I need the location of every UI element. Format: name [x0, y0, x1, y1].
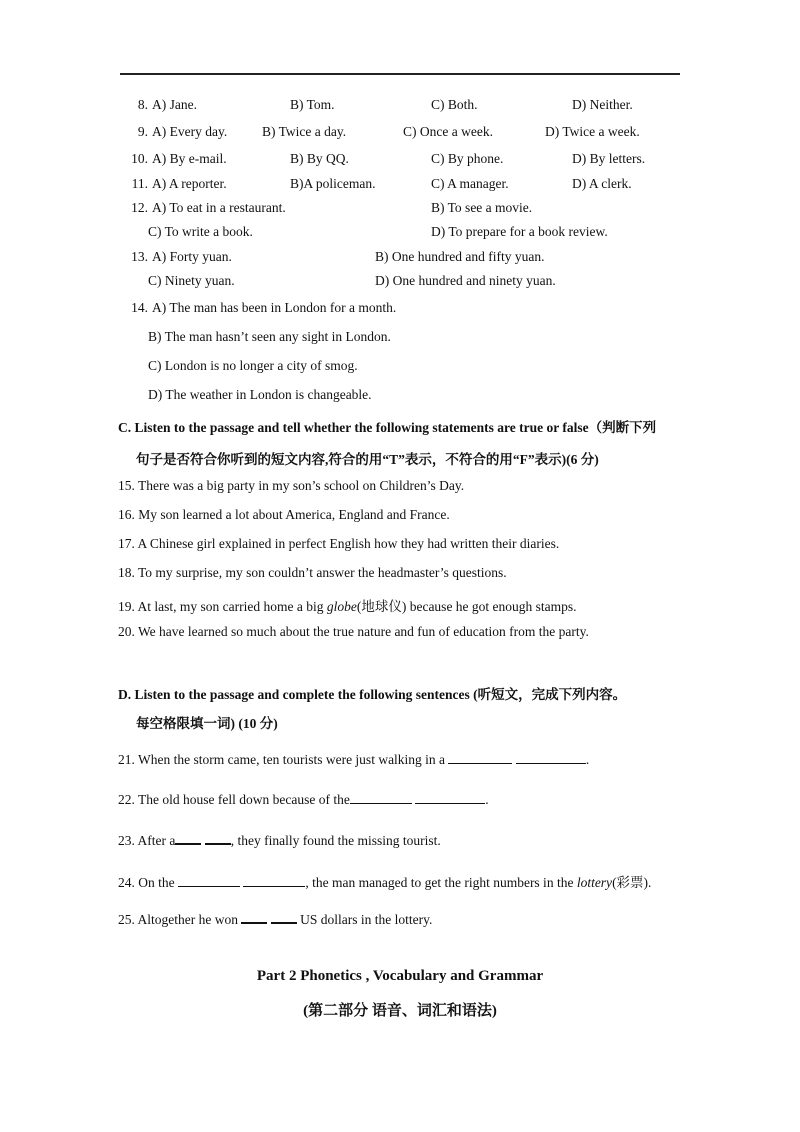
option-c: C) Once a week. — [403, 124, 493, 139]
option-d: D) One hundred and ninety yuan. — [375, 273, 556, 288]
option-c: C) Both. — [431, 97, 478, 112]
option-b: B) Twice a day. — [262, 124, 347, 139]
option-a: A) The man has been in London for a month. — [152, 300, 397, 315]
option-b: B) To see a movie. — [431, 200, 533, 215]
option-d: D) To prepare for a book review. — [431, 224, 608, 239]
option-a: A) Every day. — [152, 124, 228, 139]
option-b: B) One hundred and fifty yuan. — [375, 249, 545, 264]
option-a: A) To eat in a restaurant. — [152, 200, 286, 215]
question-21: 21. When the storm came, ten tourists were just walking in a . — [118, 752, 590, 767]
option-d: D) A clerk. — [572, 176, 632, 191]
question-25: 25. Altogether he won US dollars in the lottery. — [118, 912, 433, 927]
answer-blank[interactable] — [175, 831, 201, 845]
section-d-instruction: 每空格限填一词) (10 分) — [136, 716, 278, 731]
option-a: A) Jane. — [152, 97, 197, 112]
option-b: B) Tom. — [290, 97, 335, 112]
section-c-instruction: 句子是否符合你听到的短文内容,符合的用“T”表示，不符合的用“F”表示)(6 分) — [136, 452, 599, 467]
option-d: D) The weather in London is changeable. — [148, 387, 372, 402]
option-d: D) Twice a week. — [545, 124, 640, 139]
statement-17: 17. A Chinese girl explained in perfect English how they had written their diaries. — [118, 536, 560, 551]
answer-blank[interactable] — [205, 831, 231, 845]
statement-19: 19. At last, my son carried home a big globe(地球仪) because he got enough stamps. — [118, 599, 577, 614]
option-b: B)A policeman. — [290, 176, 376, 191]
option-c: C) To write a book. — [148, 224, 253, 239]
question-22: 22. The old house fell down because of the . — [118, 792, 489, 807]
option-d: D) Neither. — [572, 97, 633, 112]
part2-title: Part 2 Phonetics , Vocabulary and Grammar — [256, 968, 544, 984]
answer-blank[interactable] — [516, 751, 586, 764]
option-c: C) By phone. — [431, 151, 504, 166]
statement-16: 16. My son learned a lot about America, England and France. — [118, 507, 450, 522]
option-c: C) London is no longer a city of smog. — [148, 358, 358, 373]
statement-15: 15. There was a big party in my son’s school on Children’s Day. — [118, 478, 465, 493]
question-24: 24. On the , the man managed to get the right numbers in the lottery(彩票). — [118, 875, 652, 890]
section-c-title: C. Listen to the passage and tell whether the following statements are true or false（判断下列 — [118, 420, 657, 435]
part2-subtitle: (第二部分 语音、词汇和语法) — [303, 1003, 497, 1019]
statement-20: 20. We have learned so much about the true nature and fun of education from the party. — [118, 624, 589, 639]
answer-blank[interactable] — [271, 910, 297, 924]
option-b: B) The man hasn’t seen any sight in London. — [148, 329, 391, 344]
answer-blank[interactable] — [448, 751, 512, 764]
answer-blank[interactable] — [243, 874, 305, 887]
header-rule — [120, 73, 680, 75]
option-a: A) By e-mail. — [152, 151, 227, 166]
option-c: C) A manager. — [431, 176, 509, 191]
option-b: B) By QQ. — [290, 151, 349, 166]
question-23: 23. After a , they finally found the missing tourist. — [118, 833, 441, 848]
option-c: C) Ninety yuan. — [148, 273, 235, 288]
answer-blank[interactable] — [178, 874, 240, 887]
option-a: A) Forty yuan. — [152, 249, 232, 264]
option-a: A) A reporter. — [152, 176, 227, 191]
answer-blank[interactable] — [241, 910, 267, 924]
statement-18: 18. To my surprise, my son couldn’t answer the headmaster’s questions. — [118, 565, 507, 580]
option-d: D) By letters. — [572, 151, 646, 166]
section-d-title: D. Listen to the passage and complete the following sentences (听短文，完成下列内容。 — [118, 687, 627, 702]
answer-blank[interactable] — [415, 791, 485, 804]
answer-blank[interactable] — [350, 791, 412, 804]
